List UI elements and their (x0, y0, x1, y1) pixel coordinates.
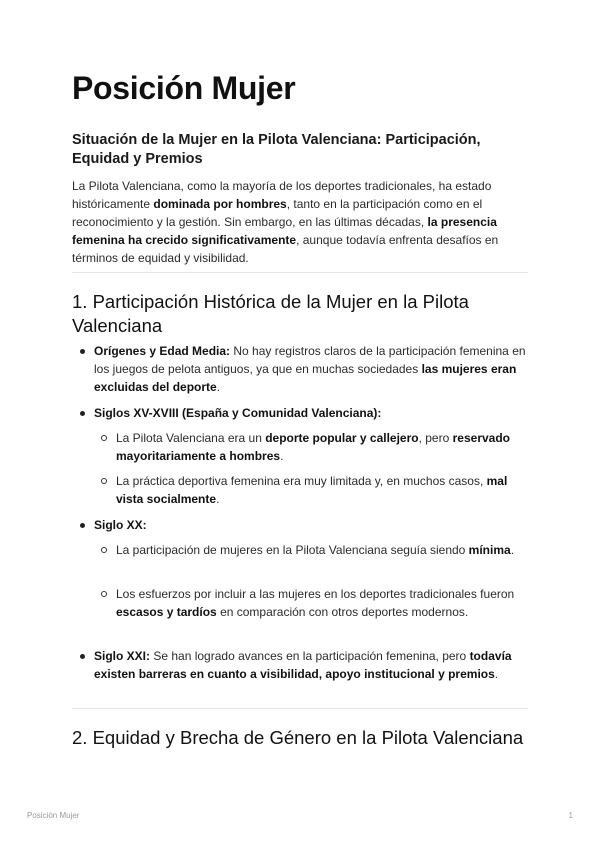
footer-page-number: 1 (568, 811, 573, 820)
item-text: La práctica deportiva femenina era muy limitada y, en muchos casos, (116, 474, 487, 488)
sub-bullet-circle (101, 435, 107, 441)
item-bold: escasos y tardíos (116, 605, 217, 619)
item-text: . (216, 380, 221, 394)
item-text: La Pilota Valenciana era un (116, 431, 266, 445)
sub-bullet-circle (101, 591, 107, 597)
sub-bullet-circle (101, 478, 107, 484)
bullet-dot (80, 349, 85, 354)
item-text: La participación de mujeres en la Pilota Valenciana seguía siendo (116, 543, 469, 557)
sub-item-popular (116, 429, 528, 465)
section-divider (72, 708, 528, 709)
bullet-dot (80, 654, 85, 659)
item-text: , pero (418, 431, 453, 445)
list-item-origins (94, 342, 528, 396)
intro-text-1: La Pilota Valenciana, como la mayoría de los deportes tradicionales, ha estado históricamente (72, 179, 492, 211)
sub-item-minimal (116, 541, 528, 559)
sub-item-limited (116, 472, 528, 508)
item-text: . (280, 449, 284, 463)
item-bold: las mujeres eran excluidas del deporte (94, 362, 517, 394)
item-bold: mal vista socialmente (116, 474, 508, 506)
item-text: . (494, 667, 499, 681)
item-label: Siglos XV-XVIII (España y Comunidad Valenciana): (94, 406, 382, 420)
sub-bullet-circle (101, 547, 107, 553)
list-item-xxi (94, 647, 528, 683)
intro-bold-1: dominada por hombres (153, 197, 287, 211)
bullet-dot (80, 411, 85, 416)
section-2-heading: 2. Equidad y Brecha de Género en la Pilota Valenciana (72, 727, 524, 748)
item-bold: deporte popular y callejero (265, 431, 419, 445)
intro-text-3: , aunque todavía enfrenta desafíos en términos de equidad y visibilidad. (72, 233, 499, 265)
list-item-xv-xviii (94, 404, 528, 422)
page-subtitle: Situación de la Mujer en la Pilota Valenciana: Participación, Equidad y Premios (72, 132, 481, 167)
section-divider (72, 272, 528, 273)
item-text: en comparación con otros deportes modernos. (216, 605, 469, 619)
sub-item-efforts (116, 585, 528, 621)
item-text: . (216, 492, 220, 506)
item-label: Siglo XXI: (94, 649, 151, 663)
item-bold: mínima (468, 543, 511, 557)
intro-text-2: , tanto en la participación como en el reconocimiento y la gestión. Sin embargo, en las últimas décadas, (72, 197, 483, 229)
item-text: Los esfuerzos por incluir a las mujeres en los deportes tradicionales fueron (116, 587, 515, 601)
item-text: Se han logrado avances en la participación femenina, pero (150, 649, 470, 663)
page-title: Posición Mujer (72, 70, 296, 106)
item-bold: todavía existen barreras en cuanto a visibilidad, apoyo institucional y premios (94, 649, 512, 681)
item-text: . (510, 543, 515, 557)
intro-bold-2: la presencia femenina ha crecido significativamente (72, 215, 497, 247)
intro-paragraph (72, 177, 528, 267)
item-label: Orígenes y Edad Media: (94, 344, 231, 358)
item-text: No hay registros claros de la participación femenina en los juegos de pelota antiguos, ya que en muchas sociedades (94, 344, 526, 376)
footer-doc-title: Posición Mujer (27, 811, 80, 820)
bullet-dot (80, 523, 85, 528)
item-label: Siglo XX: (94, 518, 147, 532)
section-1-heading: 1. Participación Histórica de la Mujer en la Pilota Valenciana (72, 291, 469, 336)
list-item-xx (94, 516, 528, 534)
item-bold: reservado mayoritariamente a hombres (116, 431, 510, 463)
